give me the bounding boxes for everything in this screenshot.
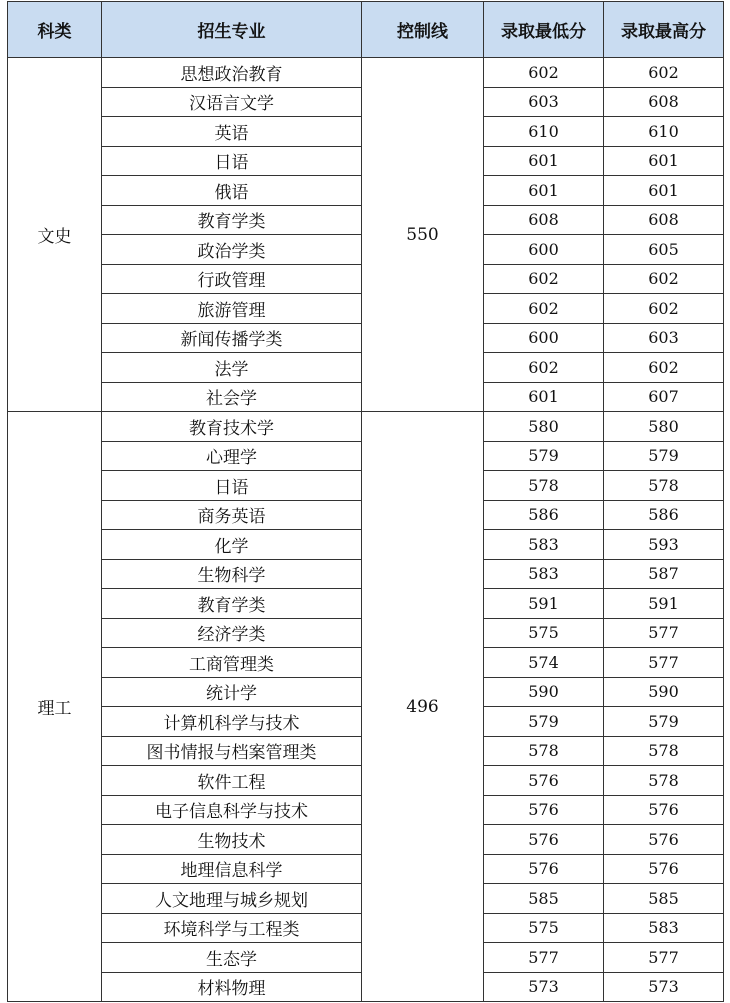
min-score-cell: 573 <box>484 972 604 1002</box>
max-score-cell: 573 <box>604 972 724 1002</box>
table-row <box>8 58 724 88</box>
category-cell: 理工 <box>8 412 102 1002</box>
max-score-cell: 576 <box>604 795 724 825</box>
max-score-cell: 605 <box>604 235 724 265</box>
min-score-cell: 578 <box>484 471 604 501</box>
max-score-cell: 578 <box>604 736 724 766</box>
max-score-cell: 608 <box>604 205 724 235</box>
major-cell: 环境科学与工程类 <box>102 913 362 943</box>
max-score-cell: 608 <box>604 87 724 117</box>
major-cell: 经济学类 <box>102 618 362 648</box>
max-score-cell: 579 <box>604 441 724 471</box>
major-cell: 材料物理 <box>102 972 362 1002</box>
max-score-cell: 577 <box>604 648 724 678</box>
header-major: 招生专业 <box>102 2 362 58</box>
min-score-cell: 601 <box>484 176 604 206</box>
max-score-cell: 578 <box>604 766 724 796</box>
min-score-cell: 602 <box>484 58 604 88</box>
major-cell: 生物科学 <box>102 559 362 589</box>
header-row <box>8 2 724 58</box>
max-score-cell: 579 <box>604 707 724 737</box>
min-score-cell: 583 <box>484 559 604 589</box>
header-category: 科类 <box>8 2 102 58</box>
major-cell: 英语 <box>102 117 362 147</box>
max-score-cell: 580 <box>604 412 724 442</box>
min-score-cell: 591 <box>484 589 604 619</box>
min-score-cell: 610 <box>484 117 604 147</box>
max-score-cell: 577 <box>604 618 724 648</box>
min-score-cell: 576 <box>484 795 604 825</box>
major-cell: 图书情报与档案管理类 <box>102 736 362 766</box>
major-cell: 心理学 <box>102 441 362 471</box>
min-score-cell: 576 <box>484 766 604 796</box>
min-score-cell: 579 <box>484 441 604 471</box>
major-cell: 生态学 <box>102 943 362 973</box>
max-score-cell: 602 <box>604 264 724 294</box>
major-cell: 新闻传播学类 <box>102 323 362 353</box>
min-score-cell: 601 <box>484 146 604 176</box>
max-score-cell: 586 <box>604 500 724 530</box>
max-score-cell: 583 <box>604 913 724 943</box>
min-score-cell: 603 <box>484 87 604 117</box>
min-score-cell: 579 <box>484 707 604 737</box>
min-score-cell: 577 <box>484 943 604 973</box>
major-cell: 教育学类 <box>102 205 362 235</box>
major-cell: 商务英语 <box>102 500 362 530</box>
max-score-cell: 576 <box>604 825 724 855</box>
min-score-cell: 574 <box>484 648 604 678</box>
major-cell: 日语 <box>102 471 362 501</box>
max-score-cell: 602 <box>604 353 724 383</box>
major-cell: 生物技术 <box>102 825 362 855</box>
max-score-cell: 603 <box>604 323 724 353</box>
min-score-cell: 578 <box>484 736 604 766</box>
major-cell: 化学 <box>102 530 362 560</box>
max-score-cell: 585 <box>604 884 724 914</box>
max-score-cell: 602 <box>604 294 724 324</box>
min-score-cell: 602 <box>484 294 604 324</box>
max-score-cell: 601 <box>604 176 724 206</box>
min-score-cell: 576 <box>484 825 604 855</box>
min-score-cell: 583 <box>484 530 604 560</box>
min-score-cell: 586 <box>484 500 604 530</box>
major-cell: 俄语 <box>102 176 362 206</box>
major-cell: 日语 <box>102 146 362 176</box>
admission-scores-table <box>7 1 724 1002</box>
min-score-cell: 576 <box>484 854 604 884</box>
table-header <box>8 2 724 58</box>
table-row <box>8 412 724 442</box>
min-score-cell: 580 <box>484 412 604 442</box>
max-score-cell: 576 <box>604 854 724 884</box>
control-line-cell: 550 <box>362 58 484 412</box>
major-cell: 教育技术学 <box>102 412 362 442</box>
min-score-cell: 575 <box>484 618 604 648</box>
max-score-cell: 577 <box>604 943 724 973</box>
major-cell: 教育学类 <box>102 589 362 619</box>
header-min-score: 录取最低分 <box>484 2 604 58</box>
major-cell: 法学 <box>102 353 362 383</box>
min-score-cell: 600 <box>484 323 604 353</box>
min-score-cell: 602 <box>484 353 604 383</box>
min-score-cell: 602 <box>484 264 604 294</box>
major-cell: 社会学 <box>102 382 362 412</box>
max-score-cell: 601 <box>604 146 724 176</box>
min-score-cell: 601 <box>484 382 604 412</box>
major-cell: 地理信息科学 <box>102 854 362 884</box>
control-line-cell: 496 <box>362 412 484 1002</box>
max-score-cell: 591 <box>604 589 724 619</box>
max-score-cell: 587 <box>604 559 724 589</box>
min-score-cell: 585 <box>484 884 604 914</box>
max-score-cell: 607 <box>604 382 724 412</box>
min-score-cell: 600 <box>484 235 604 265</box>
max-score-cell: 578 <box>604 471 724 501</box>
header-control-line: 控制线 <box>362 2 484 58</box>
major-cell: 汉语言文学 <box>102 87 362 117</box>
header-max-score: 录取最高分 <box>604 2 724 58</box>
major-cell: 工商管理类 <box>102 648 362 678</box>
major-cell: 计算机科学与技术 <box>102 707 362 737</box>
max-score-cell: 590 <box>604 677 724 707</box>
max-score-cell: 602 <box>604 58 724 88</box>
major-cell: 旅游管理 <box>102 294 362 324</box>
table-body <box>8 58 724 1002</box>
major-cell: 人文地理与城乡规划 <box>102 884 362 914</box>
major-cell: 政治学类 <box>102 235 362 265</box>
major-cell: 统计学 <box>102 677 362 707</box>
major-cell: 行政管理 <box>102 264 362 294</box>
major-cell: 电子信息科学与技术 <box>102 795 362 825</box>
min-score-cell: 608 <box>484 205 604 235</box>
min-score-cell: 575 <box>484 913 604 943</box>
min-score-cell: 590 <box>484 677 604 707</box>
max-score-cell: 610 <box>604 117 724 147</box>
max-score-cell: 593 <box>604 530 724 560</box>
category-cell: 文史 <box>8 58 102 412</box>
major-cell: 思想政治教育 <box>102 58 362 88</box>
major-cell: 软件工程 <box>102 766 362 796</box>
